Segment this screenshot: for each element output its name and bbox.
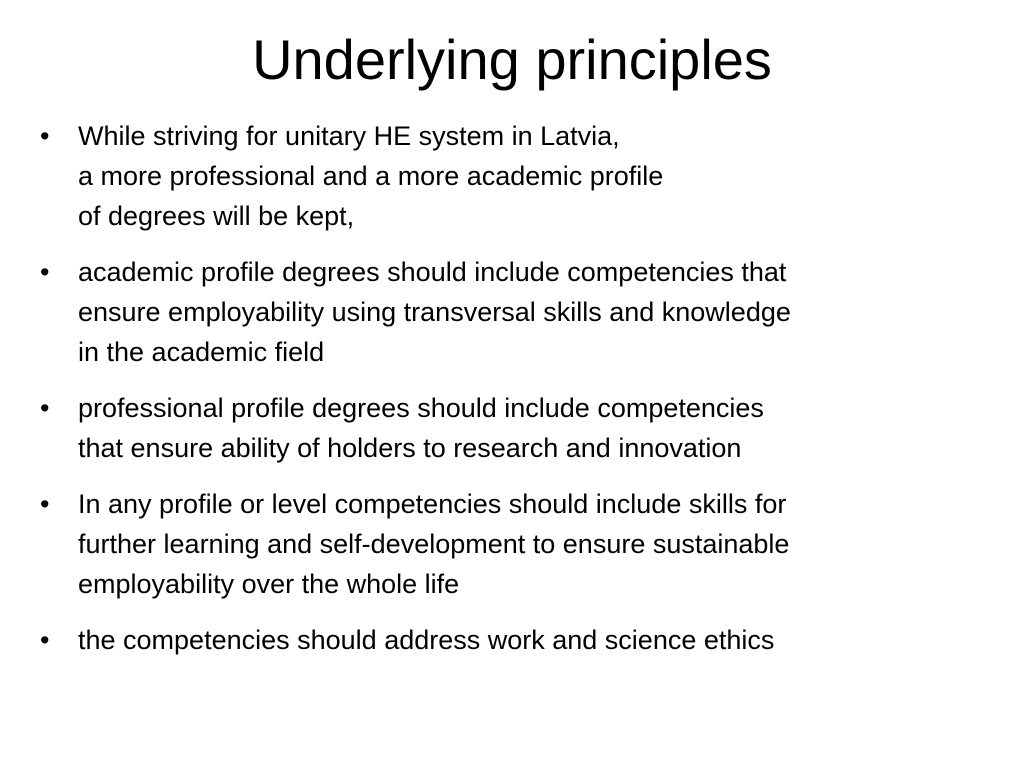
bullet-list [40,116,1000,676]
bullet-text-line: While striving for unitary HE system in Latvia, [78,121,620,151]
bullet-dot-icon: • [40,393,50,423]
bullet-dot-icon: • [40,625,50,655]
bullet-dot-icon: • [40,489,50,519]
bullet-item [40,484,1000,604]
bullet-text-line: that ensure ability of holders to research and innovation [78,433,742,463]
bullet-text-line: employability over the whole life [78,569,460,599]
bullet-dot-icon: • [40,257,50,287]
bullet-text-line: In any profile or level competencies should include skills for [78,489,787,519]
bullet-text-line: academic profile degrees should include competencies that [78,257,787,287]
bullet-item [40,620,1000,660]
bullet-text-line: ensure employability using transversal skills and knowledge [78,297,791,327]
bullet-text-line: in the academic field [78,337,325,367]
bullet-text-line: of degrees will be kept, [78,201,355,231]
bullet-text-line: a more professional and a more academic profile [78,161,664,191]
bullet-dot-icon: • [40,121,50,151]
bullet-text-line: the competencies should address work and science ethics [78,625,775,655]
bullet-item [40,116,1000,236]
bullet-text-line: further learning and self-development to ensure sustainable [78,529,790,559]
slide-title: Underlying principles [252,28,772,91]
bullet-text-line: professional profile degrees should include competencies [78,393,764,423]
bullet-item [40,252,1000,372]
bullet-item [40,388,1000,468]
